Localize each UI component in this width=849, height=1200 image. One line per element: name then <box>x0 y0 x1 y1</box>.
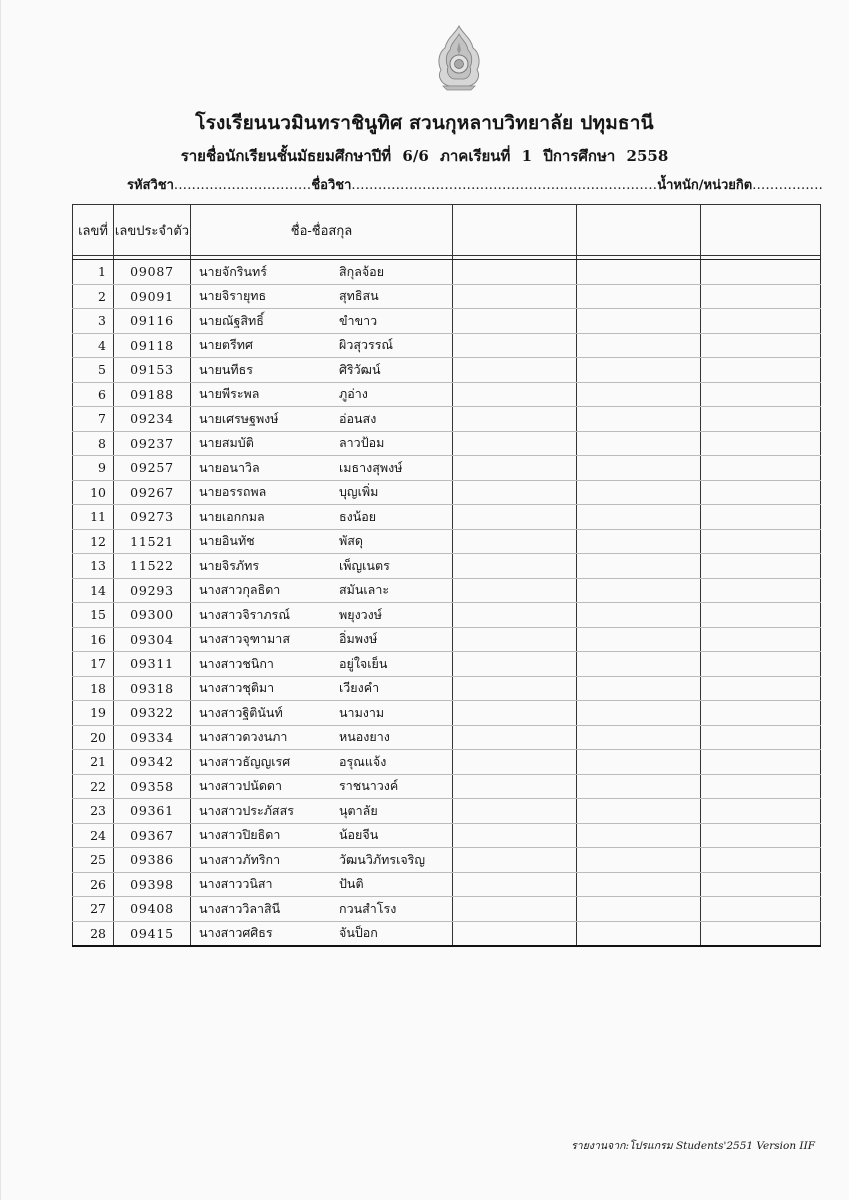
blank-cell <box>701 260 821 285</box>
blank-cell <box>453 333 577 358</box>
student-name <box>191 284 453 309</box>
first-name: นางสาวดวงนภา <box>199 729 288 745</box>
row-number: 6 <box>73 382 114 407</box>
last-name: อ่อนสง <box>339 410 377 426</box>
student-name <box>191 921 453 946</box>
blank-cell <box>453 382 577 407</box>
blank-cell <box>453 627 577 652</box>
blank-cell <box>453 701 577 726</box>
blank-cell <box>577 652 701 677</box>
student-name <box>191 358 453 383</box>
blank-cell <box>701 848 821 873</box>
school-emblem-icon <box>433 24 485 92</box>
blank-cell <box>577 799 701 824</box>
student-id: 09293 <box>114 578 191 603</box>
row-number: 16 <box>73 627 114 652</box>
blank-cell <box>453 872 577 897</box>
blank-cell <box>577 921 701 946</box>
blank-cell <box>453 823 577 848</box>
blank-cell <box>453 407 577 432</box>
table-row <box>73 750 821 775</box>
last-name: วัฒนวิภัทรเจริญ <box>339 851 426 867</box>
last-name: ธงน้อย <box>339 508 377 524</box>
last-name: สุทธิสน <box>339 288 379 304</box>
blank-cell <box>701 382 821 407</box>
report-footer: รายงานจาก:โปรแกรม Students'2551 Version IIF <box>571 1140 815 1152</box>
student-id: 09087 <box>114 260 191 285</box>
subject-name-field: ..................................................................... <box>351 178 658 193</box>
row-number: 17 <box>73 652 114 677</box>
student-name <box>191 431 453 456</box>
table-header-row <box>73 205 821 256</box>
student-id: 09398 <box>114 872 191 897</box>
row-number: 7 <box>73 407 114 432</box>
last-name: พัสดุ <box>339 533 363 549</box>
row-number: 3 <box>73 309 114 334</box>
first-name: นายตรีทศ <box>199 337 253 353</box>
column-header-id: เลขประจำตัว <box>114 205 191 256</box>
student-id: 09273 <box>114 505 191 530</box>
blank-cell <box>453 652 577 677</box>
row-number: 15 <box>73 603 114 628</box>
table-row <box>73 872 821 897</box>
blank-cell <box>577 382 701 407</box>
student-id: 09361 <box>114 799 191 824</box>
first-name: นางสาวจุฑามาส <box>199 631 290 647</box>
blank-cell <box>453 529 577 554</box>
subject-info-line <box>127 174 824 195</box>
last-name: อิ่มพงษ์ <box>339 631 378 647</box>
first-name: นางสาวประภัสสร <box>199 802 294 818</box>
row-number: 19 <box>73 701 114 726</box>
row-number: 22 <box>73 774 114 799</box>
blank-cell <box>577 750 701 775</box>
row-number: 11 <box>73 505 114 530</box>
blank-cell <box>453 431 577 456</box>
blank-cell <box>701 554 821 579</box>
blank-column-header-2 <box>577 205 701 256</box>
student-id: 09386 <box>114 848 191 873</box>
blank-cell <box>453 554 577 579</box>
first-name: นายสมบัติ <box>199 435 254 451</box>
row-number: 23 <box>73 799 114 824</box>
first-name: นายจิรภัทร <box>199 557 260 573</box>
first-name: นายพีระพล <box>199 386 260 402</box>
row-number: 4 <box>73 333 114 358</box>
last-name: นุตาลัย <box>339 802 378 818</box>
row-number: 27 <box>73 897 114 922</box>
table-row <box>73 676 821 701</box>
student-name <box>191 382 453 407</box>
blank-cell <box>577 578 701 603</box>
student-id: 09118 <box>114 333 191 358</box>
row-number: 10 <box>73 480 114 505</box>
student-name <box>191 750 453 775</box>
row-number: 24 <box>73 823 114 848</box>
row-number: 18 <box>73 676 114 701</box>
student-id: 09334 <box>114 725 191 750</box>
blank-cell <box>577 725 701 750</box>
blank-cell <box>577 627 701 652</box>
table-row <box>73 848 821 873</box>
table-row <box>73 725 821 750</box>
first-name: นายเศรษฐพงษ์ <box>199 410 279 426</box>
blank-cell <box>453 799 577 824</box>
last-name: เมธางสุพงษ์ <box>339 459 403 475</box>
first-name: นายนทีธร <box>199 361 254 377</box>
last-name: ผิวสุวรรณ์ <box>339 337 394 353</box>
last-name: ลาวป้อม <box>339 435 385 451</box>
blank-cell <box>701 823 821 848</box>
blank-cell <box>701 284 821 309</box>
first-name: นางสาวชนิกา <box>199 655 274 671</box>
last-name: พยุงวงษ์ <box>339 606 383 622</box>
row-number: 9 <box>73 456 114 481</box>
first-name: นางสาวศศิธร <box>199 925 273 941</box>
student-id: 09237 <box>114 431 191 456</box>
first-name: นายจักรินทร์ <box>199 263 267 279</box>
student-id: 09304 <box>114 627 191 652</box>
column-header-name: ชื่อ-ชื่อสกุล <box>191 205 453 256</box>
student-name <box>191 578 453 603</box>
student-name <box>191 603 453 628</box>
credit-weight-label: น้ำหนัก/หน่วยกิต <box>657 178 753 193</box>
last-name: หนองยาง <box>339 729 390 745</box>
blank-cell <box>453 774 577 799</box>
student-id: 09116 <box>114 309 191 334</box>
blank-cell <box>577 774 701 799</box>
blank-cell <box>453 505 577 530</box>
blank-cell <box>453 725 577 750</box>
blank-cell <box>577 701 701 726</box>
blank-cell <box>577 554 701 579</box>
student-name <box>191 505 453 530</box>
blank-cell <box>453 260 577 285</box>
student-id: 09300 <box>114 603 191 628</box>
table-row <box>73 603 821 628</box>
last-name: ศิริวัฒน์ <box>339 361 381 377</box>
student-id: 09322 <box>114 701 191 726</box>
student-name <box>191 456 453 481</box>
row-number: 2 <box>73 284 114 309</box>
student-name <box>191 480 453 505</box>
blank-cell <box>577 848 701 873</box>
student-name <box>191 872 453 897</box>
column-header-no: เลขที่ <box>73 205 114 256</box>
blank-cell <box>701 897 821 922</box>
table-row <box>73 480 821 505</box>
row-number: 25 <box>73 848 114 873</box>
student-id: 09257 <box>114 456 191 481</box>
blank-cell <box>701 431 821 456</box>
student-id: 09234 <box>114 407 191 432</box>
blank-cell <box>701 921 821 946</box>
blank-cell <box>577 480 701 505</box>
blank-cell <box>577 407 701 432</box>
table-row <box>73 284 821 309</box>
row-number: 20 <box>73 725 114 750</box>
table-row <box>73 897 821 922</box>
blank-cell <box>701 701 821 726</box>
blank-cell <box>701 529 821 554</box>
student-id: 11521 <box>114 529 191 554</box>
row-number: 28 <box>73 921 114 946</box>
student-id: 09188 <box>114 382 191 407</box>
blank-cell <box>453 676 577 701</box>
first-name: นางสาวภัทริกา <box>199 851 281 867</box>
last-name: บุญเพิ่ม <box>339 484 379 500</box>
blank-cell <box>577 309 701 334</box>
blank-cell <box>577 823 701 848</box>
blank-cell <box>453 578 577 603</box>
student-name <box>191 774 453 799</box>
blank-cell <box>701 627 821 652</box>
blank-cell <box>453 897 577 922</box>
row-number: 5 <box>73 358 114 383</box>
table-row <box>73 774 821 799</box>
first-name: นายจิรายุทธ <box>199 288 267 304</box>
student-name <box>191 676 453 701</box>
first-name: นางสาวกุลธิดา <box>199 582 281 598</box>
table-row <box>73 407 821 432</box>
table-row <box>73 333 821 358</box>
last-name: สิกุลจ้อย <box>339 263 385 279</box>
row-number: 14 <box>73 578 114 603</box>
blank-cell <box>701 774 821 799</box>
first-name: นางสาวปนัดดา <box>199 778 283 794</box>
last-name: จันป็อก <box>339 925 378 941</box>
blank-cell <box>453 284 577 309</box>
first-name: นายณัฐสิทธิ์ <box>199 312 264 328</box>
blank-cell <box>453 309 577 334</box>
row-number: 26 <box>73 872 114 897</box>
blank-cell <box>701 456 821 481</box>
blank-cell <box>453 456 577 481</box>
blank-cell <box>577 676 701 701</box>
first-name: นางสาววนิสา <box>199 876 273 892</box>
blank-cell <box>701 480 821 505</box>
student-id: 09318 <box>114 676 191 701</box>
first-name: นายเอกกมล <box>199 508 265 524</box>
student-name <box>191 897 453 922</box>
table-row <box>73 431 821 456</box>
table-row <box>73 309 821 334</box>
student-roster-table <box>72 204 821 947</box>
blank-cell <box>453 848 577 873</box>
blank-cell <box>701 407 821 432</box>
class-roster-title: รายชื่อนักเรียนชั้นมัธยมศึกษาปีที่ 6/6 ภาคเรียนที่ 1 ปีการศึกษา 2558 <box>180 147 669 165</box>
blank-column-header-1 <box>453 205 577 256</box>
first-name: นางสาวจิราภรณ์ <box>199 606 290 622</box>
table-row <box>73 823 821 848</box>
school-name: โรงเรียนนวมินทราชินูทิศ สวนกุหลาบวิทยาลัย ปทุมธานี <box>195 112 654 134</box>
blank-cell <box>577 505 701 530</box>
blank-cell <box>577 260 701 285</box>
last-name: ราชนาวงค์ <box>339 778 399 794</box>
first-name: นายอินทัช <box>199 533 255 549</box>
first-name: นางสาวธัญญเรศ <box>199 753 291 769</box>
student-id: 11522 <box>114 554 191 579</box>
blank-cell <box>577 431 701 456</box>
student-id: 09367 <box>114 823 191 848</box>
table-row <box>73 358 821 383</box>
student-name <box>191 260 453 285</box>
blank-cell <box>453 750 577 775</box>
table-row <box>73 701 821 726</box>
last-name: อยู่ใจเย็น <box>339 655 388 671</box>
blank-cell <box>701 799 821 824</box>
student-id: 09153 <box>114 358 191 383</box>
first-name: นางสาวปิยธิดา <box>199 827 281 843</box>
blank-cell <box>701 676 821 701</box>
blank-cell <box>701 578 821 603</box>
table-row <box>73 260 821 285</box>
last-name: กวนสำโรง <box>339 900 397 916</box>
table-row <box>73 505 821 530</box>
table-row <box>73 554 821 579</box>
student-name <box>191 725 453 750</box>
table-row <box>73 578 821 603</box>
first-name: นางสาวฐิตินันท์ <box>199 704 283 720</box>
student-name <box>191 799 453 824</box>
blank-cell <box>577 456 701 481</box>
blank-cell <box>453 603 577 628</box>
student-id: 09408 <box>114 897 191 922</box>
subject-code-field: ............................... <box>173 178 312 193</box>
student-name <box>191 333 453 358</box>
table-row <box>73 456 821 481</box>
blank-cell <box>701 333 821 358</box>
blank-cell <box>577 603 701 628</box>
last-name: ภูอ่าง <box>339 386 368 402</box>
student-name <box>191 848 453 873</box>
blank-cell <box>701 652 821 677</box>
first-name: นางสาวชุติมา <box>199 680 275 696</box>
blank-cell <box>577 358 701 383</box>
table-row <box>73 627 821 652</box>
last-name: เวียงคำ <box>339 680 380 696</box>
last-name: เพ็ญเนตร <box>339 557 390 573</box>
last-name: ขำขาว <box>339 312 378 328</box>
row-number: 8 <box>73 431 114 456</box>
student-name <box>191 652 453 677</box>
table-row <box>73 529 821 554</box>
first-name: นายอนาวิล <box>199 459 260 475</box>
last-name: สมันเลาะ <box>339 582 390 598</box>
row-number: 1 <box>73 260 114 285</box>
blank-cell <box>453 480 577 505</box>
table-row <box>73 652 821 677</box>
student-id: 09342 <box>114 750 191 775</box>
row-number: 13 <box>73 554 114 579</box>
student-id: 09091 <box>114 284 191 309</box>
last-name: ปันติ <box>339 876 364 892</box>
blank-cell <box>701 872 821 897</box>
blank-cell <box>701 603 821 628</box>
credit-weight-field: ................ <box>752 178 824 193</box>
student-id: 09311 <box>114 652 191 677</box>
row-number: 12 <box>73 529 114 554</box>
blank-cell <box>701 309 821 334</box>
last-name: น้อยจีน <box>339 827 379 843</box>
blank-cell <box>577 284 701 309</box>
subject-name-label: ชื่อวิชา <box>311 178 352 193</box>
last-name: นามงาม <box>339 704 385 720</box>
student-name <box>191 529 453 554</box>
student-id: 09358 <box>114 774 191 799</box>
last-name: อรุณแจ้ง <box>339 753 387 769</box>
blank-cell <box>577 529 701 554</box>
subject-code-label: รหัสวิชา <box>127 178 174 193</box>
blank-cell <box>577 333 701 358</box>
blank-cell <box>453 921 577 946</box>
blank-cell <box>577 897 701 922</box>
student-id: 09415 <box>114 921 191 946</box>
blank-cell <box>577 872 701 897</box>
student-id: 09267 <box>114 480 191 505</box>
table-row <box>73 382 821 407</box>
blank-column-header-3 <box>701 205 821 256</box>
blank-cell <box>701 358 821 383</box>
first-name: นายอรรถพล <box>199 484 267 500</box>
student-name <box>191 407 453 432</box>
table-row <box>73 921 821 946</box>
student-name <box>191 627 453 652</box>
row-number: 21 <box>73 750 114 775</box>
student-name <box>191 701 453 726</box>
student-name <box>191 309 453 334</box>
first-name: นางสาววิลาสินี <box>199 900 281 916</box>
blank-cell <box>701 750 821 775</box>
student-name <box>191 554 453 579</box>
blank-cell <box>453 358 577 383</box>
blank-cell <box>701 725 821 750</box>
student-name <box>191 823 453 848</box>
blank-cell <box>701 505 821 530</box>
table-row <box>73 799 821 824</box>
